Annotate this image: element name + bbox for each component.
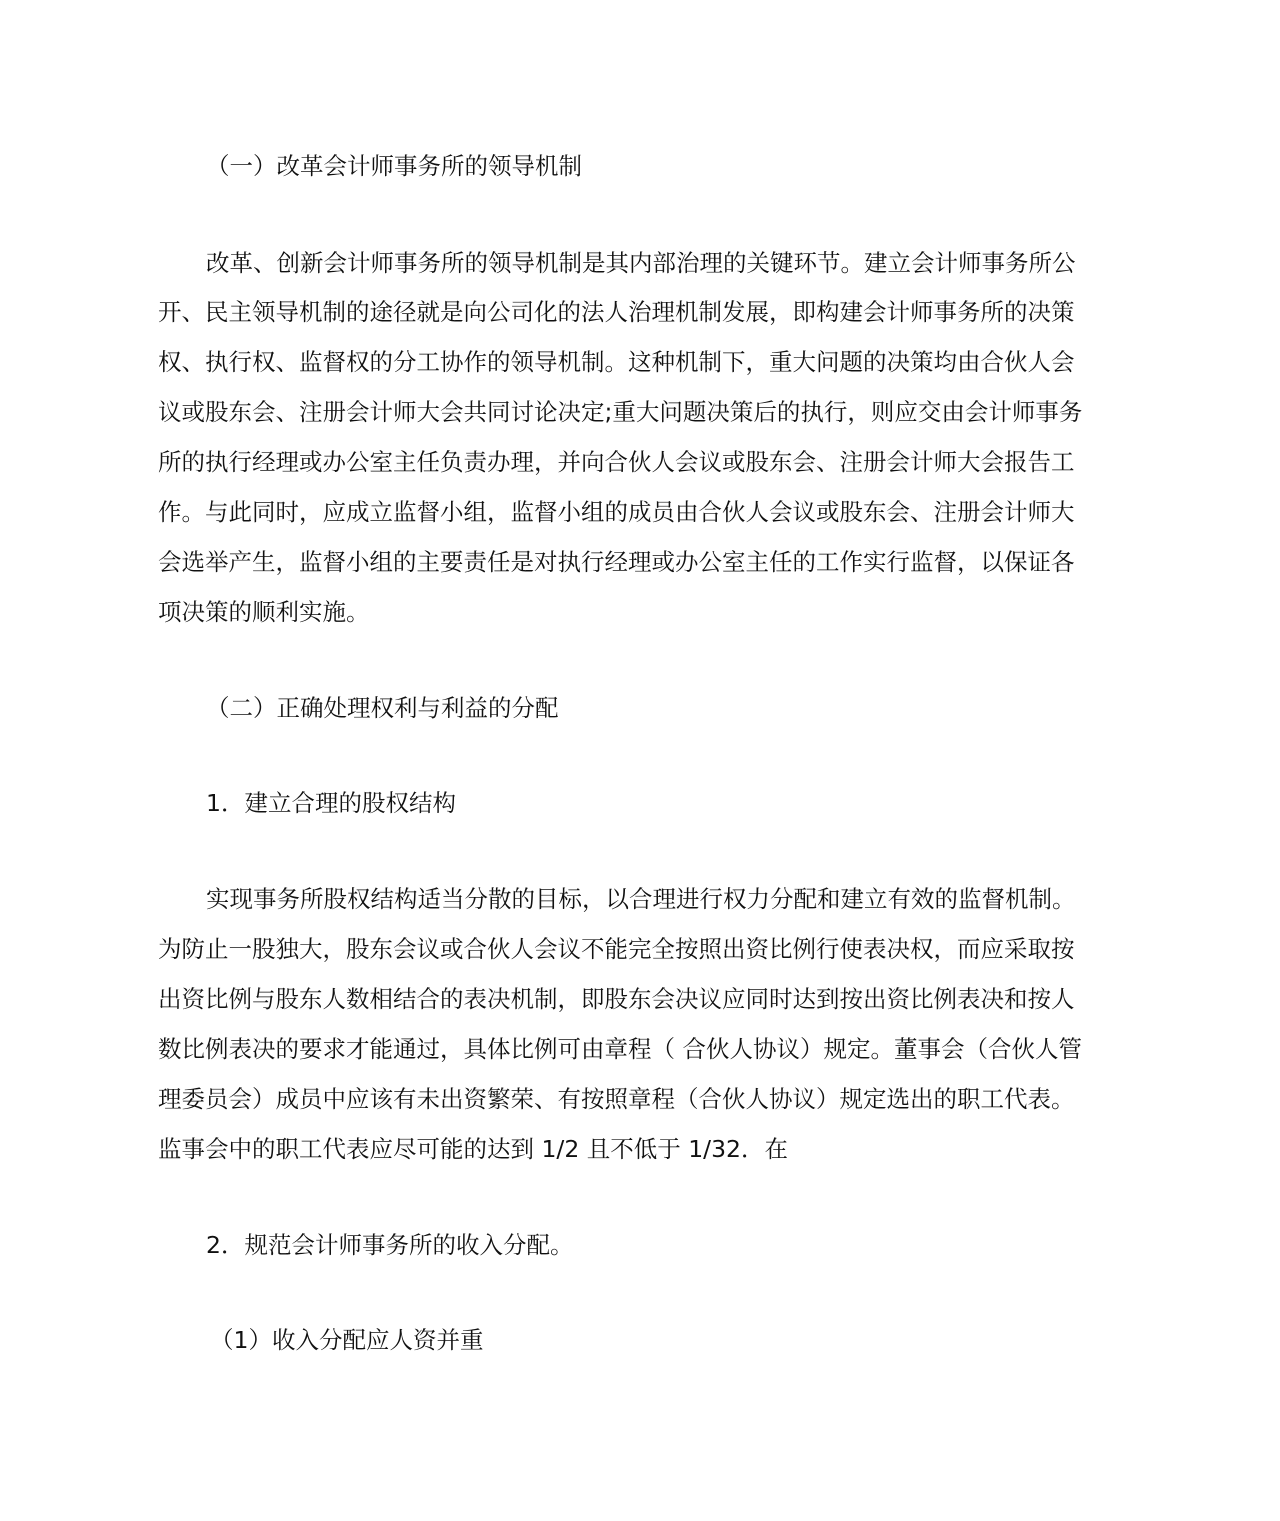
paragraph-line: 出资比例与股东人数相结合的表决机制，即股东会决议应同时达到按出资比例表决和按人	[158, 985, 1075, 1013]
paragraph-line: 项决策的顺利实施。	[158, 598, 370, 626]
paragraph-line: 议或股东会、注册会计师大会共同讨论决定;重大问题决策后的执行，则应交由会计师事务	[158, 398, 1083, 426]
paragraph-line: 监事会中的职工代表应尽可能的达到 1/2 且不低于 1/32．在	[158, 1135, 789, 1163]
subsection-heading: 2．规范会计师事务所的收入分配。	[206, 1231, 574, 1259]
paragraph-line: 为防止一股独大，股东会议或合伙人会议不能完全按照出资比例行使表决权，而应采取按	[158, 935, 1075, 963]
paragraph-line: 数比例表决的要求才能通过，具体比例可由章程（ 合伙人协议）规定。董事会（合伙人管	[158, 1035, 1082, 1063]
paragraph-line: 改革、创新会计师事务所的领导机制是其内部治理的关键环节。建立会计师事务所公	[206, 249, 1076, 277]
paragraph-line: 开、民主领导机制的途径就是向公司化的法人治理机制发展，即构建会计师事务所的决策	[158, 298, 1075, 326]
paragraph-line: 所的执行经理或办公室主任负责办理，并向合伙人会议或股东会、注册会计师大会报告工	[158, 448, 1075, 476]
paragraph-line: 作。与此同时，应成立监督小组，监督小组的成员由合伙人会议或股东会、注册会计师大	[158, 498, 1075, 526]
section-heading: （二）正确处理权利与利益的分配	[206, 694, 559, 722]
subsection-heading: （1）收入分配应人资并重	[210, 1326, 484, 1354]
paragraph-line: 实现事务所股权结构适当分散的目标，以合理进行权力分配和建立有效的监督机制。	[206, 885, 1076, 913]
paragraph-line: 理委员会）成员中应该有未出资繁荣、有按照章程（合伙人协议）规定选出的职工代表。	[158, 1085, 1075, 1113]
subsection-heading: 1．建立合理的股权结构	[206, 789, 456, 817]
section-heading: （一）改革会计师事务所的领导机制	[206, 152, 582, 180]
paragraph-line: 权、执行权、监督权的分工协作的领导机制。这种机制下，重大问题的决策均由合伙人会	[158, 348, 1075, 376]
paragraph-line: 会选举产生，监督小组的主要责任是对执行经理或办公室主任的工作实行监督，以保证各	[158, 548, 1075, 576]
